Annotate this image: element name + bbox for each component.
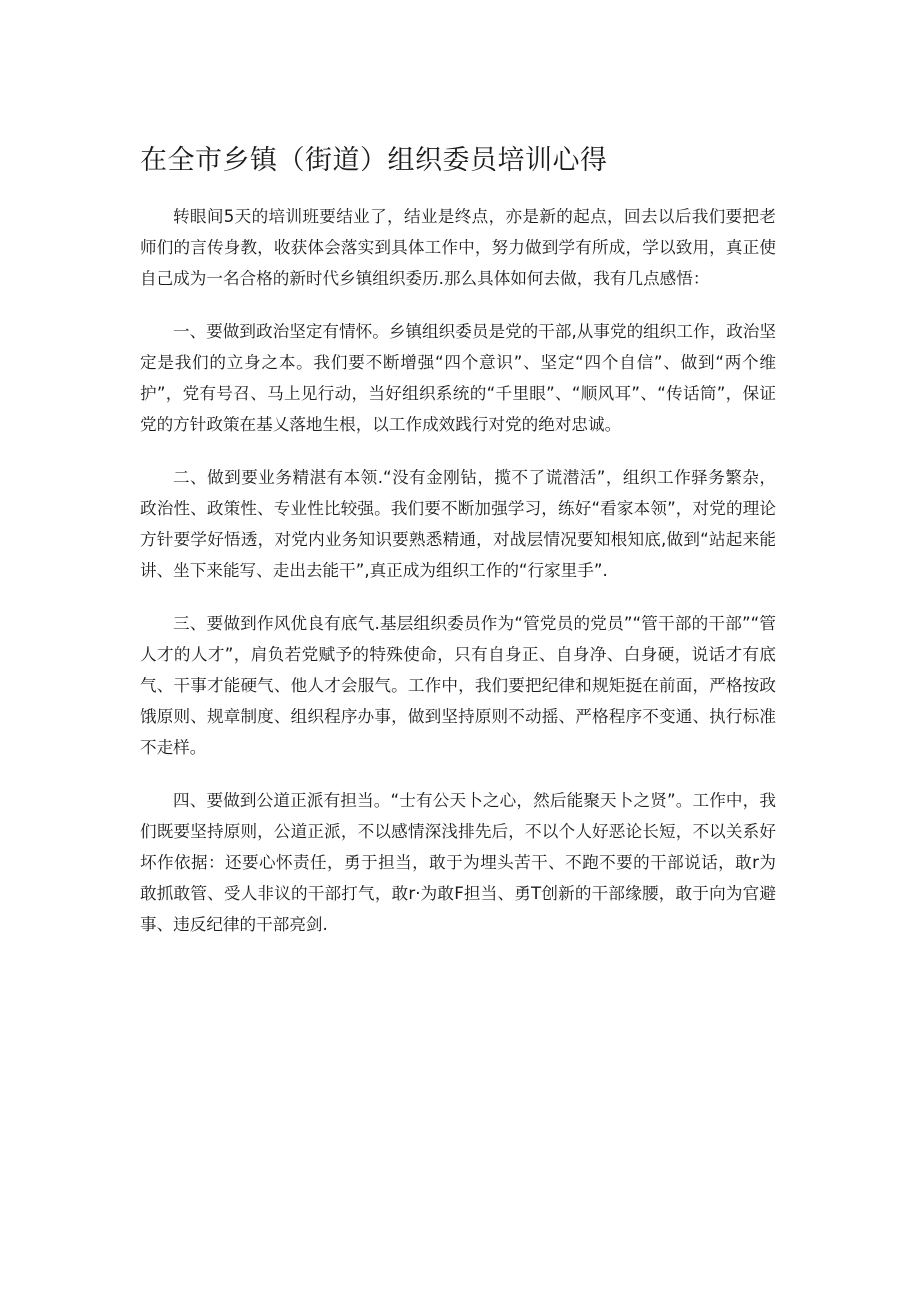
paragraph-point-4: 四、要做到公道正派有担当。“士有公天卜之心，然后能聚天卜之贤”。工作中，我们既要坚持原则，公道正派，不以感情深浅排先后，不以个人好恶论长短，不以关系好坏作依据：还要心怀责任，勇于担当，敢于为埋头苦干、不跑不要的干部说话，敢r为敢抓敢管、受人非议的干部打气，敢r·为敢F担当、勇T创新的干部缘腰，敢于向为官避事、违反纪律的干部亮剑. [140,791,776,934]
document-body [140,201,776,962]
paragraph-intro: 转眼间5天的培训班要结业了，结业是终点，亦是新的起点，回去以后我们要把老师们的言传身教，收获体会落实到具体工作中，努力做到学有所成，学以致用，真正使自己成为一名合格的新时代乡镇组织委历.那么具体如何去做，我有几点感悟： [140,207,776,288]
paragraph-point-3: 三、要做到作风优良有底气.基层组织委员作为“管党员的党员”“管干部的干部”“管人才的人才”，肩负若党赋予的特殊使命，只有自身正、自身净、白身硬，说话才有底气、干事才能硬气、他人才会服气。工作中，我们要把纪律和规矩挺在前面，严格按政饿原则、规章制度、组织程序办事，做到坚持原则不动摇、严格程序不变通、执行标准不走样。 [140,614,776,757]
paragraph-point-2: 二、做到要业务精湛有本领.“没有金刚钻，揽不了谎潜活”，组织工作驿务繁杂，政治性、政策性、专业性比较强。我们要不断加强学习，练好“看家本领”，对党的理论方针要学好悟透，对党内业务知识要熟悉精通，对战层情况要知根知底,做到“站起来能讲、坐下来能写、走出去能干”,真正成为组织工作的“行家里手”. [140,468,776,580]
paragraph-point-1: 一、要做到政治坚定有情怀。乡镇组织委员是党的干部,从事党的组织工作，政治坚定是我们的立身之本。我们要不断增强“四个意识”、坚定“四个自信”、做到“两个维护”，党有号召、马上见行动，当好组织系统的“千里眼”、“顺风耳”、“传话筒”，保证党的方针政策在基乂落地生根，以工作成效践行对党的绝对忠诚。 [140,322,776,434]
document-title: 在全市乡镇（街道）组织委员培训心得 [140,145,608,176]
